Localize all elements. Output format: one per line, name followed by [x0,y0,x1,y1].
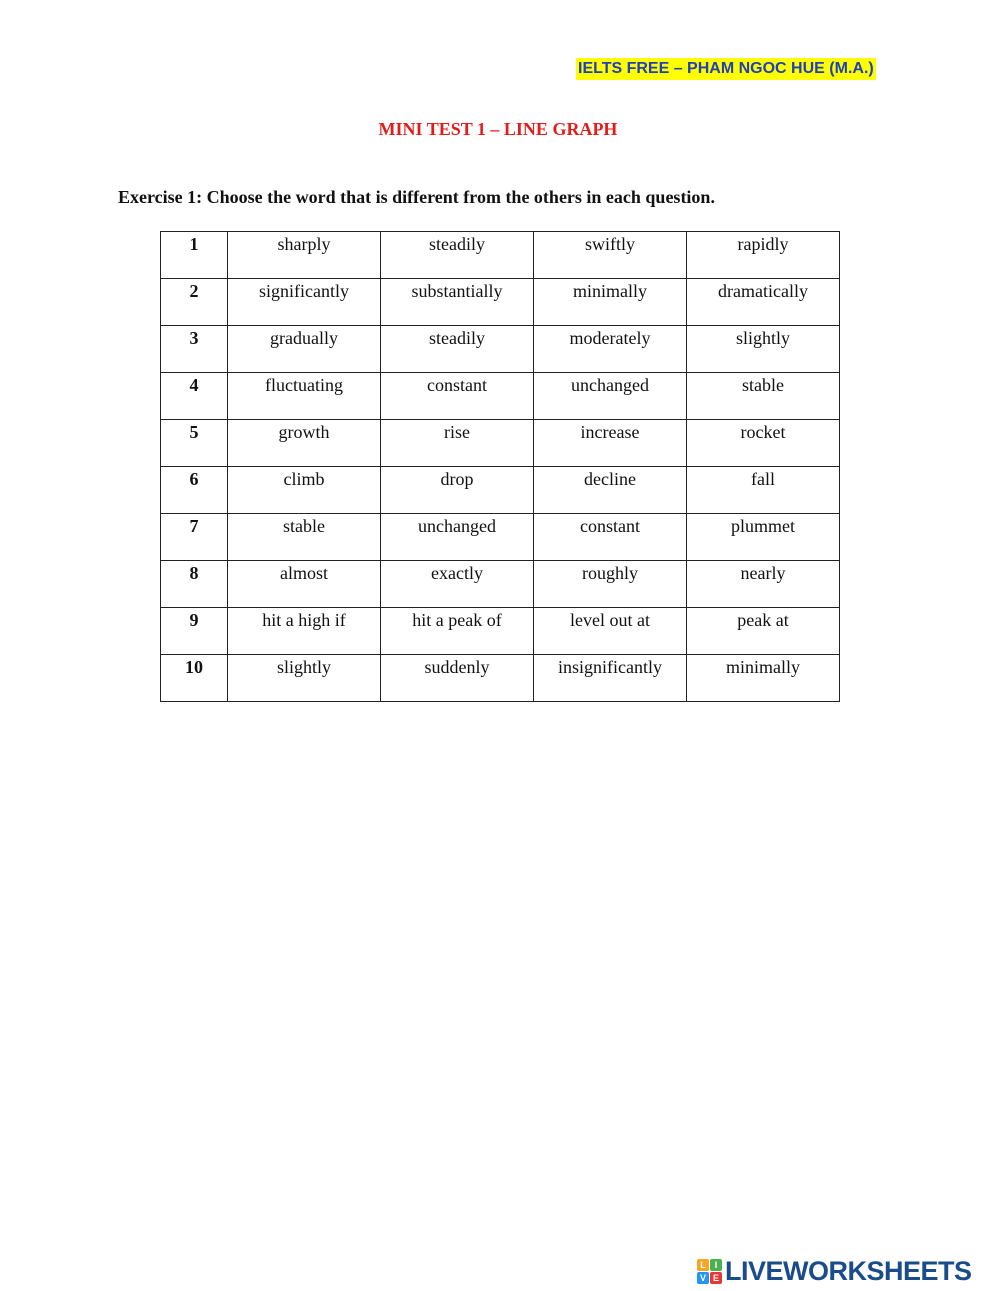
word-option[interactable]: level out at [534,608,687,655]
word-option[interactable]: unchanged [381,514,534,561]
word-option[interactable]: peak at [687,608,840,655]
table-row [161,561,840,608]
question-number: 10 [161,655,228,702]
word-option[interactable]: stable [228,514,381,561]
logo-letter: L [697,1259,709,1271]
word-option[interactable]: dramatically [687,279,840,326]
question-number: 9 [161,608,228,655]
table-row [161,373,840,420]
word-option[interactable]: steadily [381,326,534,373]
word-option[interactable]: plummet [687,514,840,561]
word-option[interactable]: unchanged [534,373,687,420]
table-row [161,326,840,373]
question-number: 2 [161,279,228,326]
word-table [160,231,840,702]
table-row [161,608,840,655]
word-option[interactable]: slightly [228,655,381,702]
table-row [161,655,840,702]
word-option[interactable]: rise [381,420,534,467]
table-row [161,467,840,514]
question-number: 5 [161,420,228,467]
question-number: 7 [161,514,228,561]
word-table-body [161,232,840,702]
word-option[interactable]: insignificantly [534,655,687,702]
word-option[interactable]: exactly [381,561,534,608]
word-option[interactable]: suddenly [381,655,534,702]
table-row [161,232,840,279]
word-option[interactable]: steadily [381,232,534,279]
word-option[interactable]: moderately [534,326,687,373]
word-option[interactable]: rapidly [687,232,840,279]
word-option[interactable]: hit a high if [228,608,381,655]
word-option[interactable]: nearly [687,561,840,608]
word-option[interactable]: increase [534,420,687,467]
liveworksheets-logo [697,1256,972,1286]
word-option[interactable]: substantially [381,279,534,326]
word-option[interactable]: growth [228,420,381,467]
word-option[interactable]: slightly [687,326,840,373]
word-option[interactable]: swiftly [534,232,687,279]
word-option[interactable]: roughly [534,561,687,608]
word-option[interactable]: minimally [687,655,840,702]
question-number: 8 [161,561,228,608]
word-option[interactable]: constant [381,373,534,420]
word-option[interactable]: minimally [534,279,687,326]
question-number: 4 [161,373,228,420]
table-row [161,514,840,561]
word-option[interactable]: sharply [228,232,381,279]
question-number: 3 [161,326,228,373]
question-number: 6 [161,467,228,514]
word-option[interactable]: gradually [228,326,381,373]
word-option[interactable]: rocket [687,420,840,467]
word-option[interactable]: constant [534,514,687,561]
logo-letter: E [710,1272,722,1284]
word-option[interactable]: climb [228,467,381,514]
exercise-instruction: Exercise 1: Choose the word that is different from the others in each question. [118,187,715,207]
word-option[interactable]: significantly [228,279,381,326]
table-row [161,420,840,467]
header-badge: IELTS FREE – PHAM NGOC HUE (M.A.) [576,58,876,80]
word-option[interactable]: stable [687,373,840,420]
word-option[interactable]: fluctuating [228,373,381,420]
word-option[interactable]: decline [534,467,687,514]
logo-text: LIVEWORKSHEETS [725,1256,972,1286]
word-option[interactable]: drop [381,467,534,514]
word-option[interactable]: almost [228,561,381,608]
table-row [161,279,840,326]
liveworksheets-icon [697,1259,722,1284]
word-option[interactable]: fall [687,467,840,514]
word-option[interactable]: hit a peak of [381,608,534,655]
logo-letter: V [697,1272,709,1284]
question-number: 1 [161,232,228,279]
logo-letter: I [710,1259,722,1271]
page-title: MINI TEST 1 – LINE GRAPH [378,119,618,139]
